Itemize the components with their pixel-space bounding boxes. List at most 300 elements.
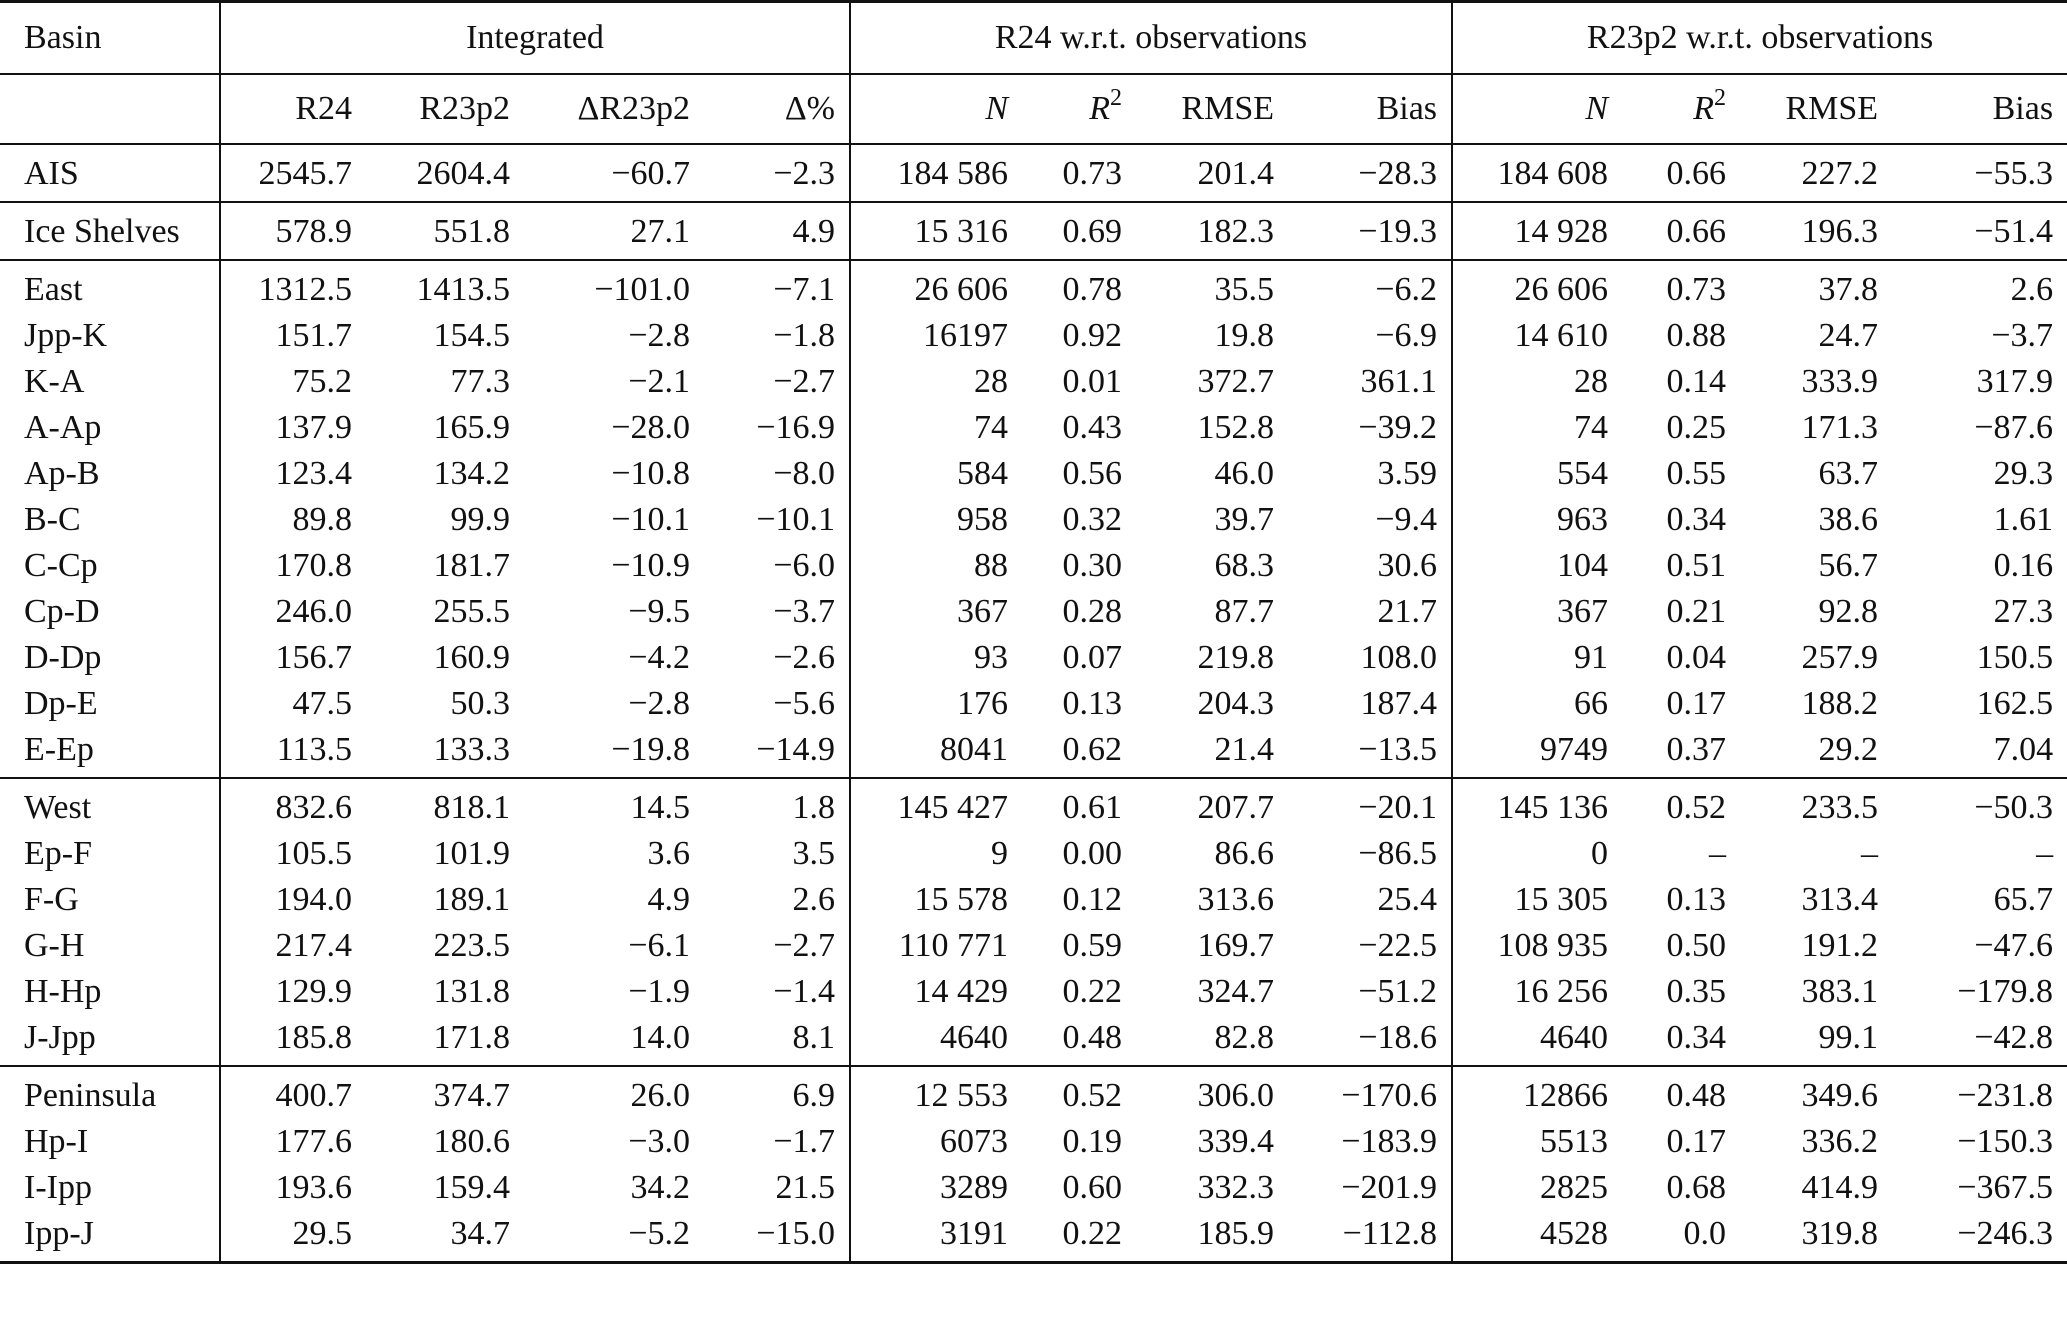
- table-row: [0, 497, 2067, 543]
- cell-r24-bias: −18.6: [1358, 1019, 1438, 1056]
- cell-r23-n: 14 928: [1452, 202, 1622, 260]
- cell-r23p2: 2604.4: [366, 144, 524, 202]
- cell-r24-rmse: 332.3: [1197, 1169, 1274, 1206]
- cell-r23-rmse: 188.2: [1801, 685, 1879, 722]
- cell-r24-bias: −22.5: [1358, 927, 1438, 964]
- cell-r24: 2545.7: [220, 144, 366, 202]
- basin-name-cell: Cp-D: [24, 593, 100, 630]
- cell-delta-percent: −2.7: [773, 363, 835, 400]
- cell-delta-percent: −3.7: [773, 593, 835, 630]
- cell-r23-n: 74: [1452, 405, 1622, 451]
- cell-r24: 1312.5: [220, 260, 366, 313]
- cell-r23-r2: 0.48: [1622, 1066, 1740, 1119]
- cell-r23p2: 101.9: [433, 835, 510, 872]
- cell-r24-rmse: 219.8: [1197, 639, 1274, 676]
- cell-r23-r2: 0.52: [1622, 778, 1740, 831]
- cell-r24-r2: 0.69: [1022, 202, 1136, 260]
- cell-r23-r2: 0.51: [1666, 547, 1727, 584]
- cell-r24-n: 8041: [850, 727, 1022, 778]
- cell-r23p2: 154.5: [433, 317, 510, 354]
- basin-name-cell: G-H: [24, 927, 85, 964]
- cell-delta-percent: −14.9: [756, 731, 835, 768]
- cell-r23-bias: 65.7: [1993, 881, 2054, 918]
- cell-r24-n: 12 553: [850, 1066, 1022, 1119]
- cell-r24: 137.9: [220, 405, 366, 451]
- basin-name-cell: D-Dp: [24, 639, 102, 676]
- cell-r24-r2: 0.60: [1062, 1169, 1122, 1206]
- cell-r24-n: 110 771: [850, 923, 1022, 969]
- col-header-delta-r23p2: ΔR23p2: [577, 90, 690, 127]
- cell-r23-rmse: 313.4: [1801, 881, 1879, 918]
- cell-r24-bias: 25.4: [1377, 881, 1438, 918]
- cell-delta-r23p2: 14.5: [524, 778, 704, 831]
- cell-r24: 185.8: [220, 1015, 366, 1066]
- basin-name-cell: Jpp-K: [24, 317, 108, 354]
- cell-r23-r2: 0.17: [1666, 685, 1727, 722]
- cell-r24-rmse: 82.8: [1214, 1019, 1274, 1056]
- cell-r23-n: 26 606: [1452, 260, 1622, 313]
- cell-r23-bias: −246.3: [1892, 1211, 2067, 1263]
- cell-r24-r2: 0.59: [1062, 927, 1122, 964]
- cell-r24: 47.5: [220, 681, 366, 727]
- col-header-delta-percent: Δ%: [784, 90, 835, 127]
- cell-r23-rmse: 227.2: [1740, 144, 1892, 202]
- cell-r23-r2: 0.34: [1666, 501, 1727, 538]
- cell-r24-rmse: 182.3: [1136, 202, 1288, 260]
- basin-header: Basin: [0, 2, 220, 75]
- cell-delta-percent: −7.1: [704, 260, 850, 313]
- cell-r24-r2: 0.22: [1022, 1211, 1136, 1263]
- table-row: [0, 923, 2067, 969]
- cell-delta-r23p2: 4.9: [647, 881, 690, 918]
- cell-r23-bias: −179.8: [1957, 973, 2054, 1010]
- cell-r23-r2: 0.25: [1666, 409, 1727, 446]
- cell-r24-n: 584: [850, 451, 1022, 497]
- table-row: [0, 1119, 2067, 1165]
- cell-r24-rmse: 87.7: [1214, 593, 1274, 630]
- table-row: [0, 589, 2067, 635]
- cell-delta-r23p2: −2.8: [628, 685, 690, 722]
- cell-r23-r2: 0.14: [1666, 363, 1727, 400]
- cell-r24-bias: −28.3: [1288, 144, 1452, 202]
- cell-r24: 105.5: [220, 831, 366, 877]
- cell-r24-r2: 0.28: [1062, 593, 1122, 630]
- cell-r23-bias: 0.16: [1993, 547, 2054, 584]
- cell-r23-bias: 162.5: [1976, 685, 2054, 722]
- cell-r24-r2: 0.32: [1062, 501, 1122, 538]
- table-row: [0, 543, 2067, 589]
- table-row: [0, 1165, 2067, 1211]
- cell-r23p2: 99.9: [450, 501, 510, 538]
- cell-r24-rmse: 339.4: [1197, 1123, 1274, 1160]
- cell-r23-rmse: 56.7: [1818, 547, 1879, 584]
- header-row-columns: [0, 74, 2067, 144]
- cell-r23-bias: −51.4: [1892, 202, 2067, 260]
- cell-r24-n: 28: [850, 359, 1022, 405]
- cell-r23-bias: 317.9: [1976, 363, 2054, 400]
- cell-r24: 193.6: [220, 1165, 366, 1211]
- cell-r24-rmse: 201.4: [1136, 144, 1288, 202]
- cell-r24-r2: 0.56: [1062, 455, 1122, 492]
- cell-r24-n: 367: [850, 589, 1022, 635]
- basin-name-cell: Ap-B: [24, 455, 100, 492]
- cell-r24-bias: −51.2: [1358, 973, 1438, 1010]
- cell-r24-bias: −13.5: [1358, 731, 1438, 768]
- cell-r23p2: 131.8: [433, 973, 510, 1010]
- cell-r23-rmse: 233.5: [1740, 778, 1892, 831]
- cell-delta-percent: −2.6: [773, 639, 835, 676]
- cell-r23p2: 181.7: [433, 547, 510, 584]
- cell-r23-bias: −150.3: [1957, 1123, 2054, 1160]
- table-row: [0, 969, 2067, 1015]
- cell-r23-bias: −3.7: [1991, 317, 2054, 354]
- cell-r24-bias: −170.6: [1288, 1066, 1452, 1119]
- basin-name-cell: J-Jpp: [24, 1019, 96, 1056]
- cell-r23p2: 133.3: [433, 731, 510, 768]
- col-header-r24: R24: [220, 74, 366, 144]
- basin-name-cell: H-Hp: [24, 973, 102, 1010]
- table-row: [0, 727, 2067, 778]
- cell-r24-r2: 0.22: [1062, 973, 1122, 1010]
- cell-r23-bias: −42.8: [1974, 1019, 2054, 1056]
- cell-delta-percent: −2.3: [704, 144, 850, 202]
- cell-delta-r23p2: −2.1: [628, 363, 690, 400]
- basin-name-cell: Hp-I: [24, 1123, 89, 1160]
- cell-r24: 29.5: [220, 1211, 366, 1263]
- cell-r24-r2: 0.07: [1062, 639, 1122, 676]
- cell-delta-r23p2: −10.1: [611, 501, 690, 538]
- cell-r24-bias: −183.9: [1341, 1123, 1438, 1160]
- cell-r24-bias: −9.4: [1375, 501, 1438, 538]
- table-body: [0, 144, 2067, 1263]
- cell-r24-r2: 0.73: [1022, 144, 1136, 202]
- cell-r24-bias: 30.6: [1377, 547, 1438, 584]
- cell-r23-rmse: 99.1: [1818, 1019, 1879, 1056]
- cell-r23-n: 91: [1452, 635, 1622, 681]
- cell-r24-n: 184 586: [850, 144, 1022, 202]
- cell-r23-bias: −47.6: [1974, 927, 2054, 964]
- cell-r23p2: 77.3: [450, 363, 510, 400]
- cell-r23-n: 108 935: [1452, 923, 1622, 969]
- cell-r23p2: 189.1: [433, 881, 510, 918]
- cell-r23-rmse: 63.7: [1818, 455, 1879, 492]
- cell-r24: 129.9: [220, 969, 366, 1015]
- cell-r23-rmse: 349.6: [1740, 1066, 1892, 1119]
- cell-r23-n: 0: [1452, 831, 1622, 877]
- cell-r24: 578.9: [220, 202, 366, 260]
- cell-delta-percent: 21.5: [775, 1169, 835, 1206]
- cell-r23p2: 374.7: [366, 1066, 524, 1119]
- cell-r23-n: 554: [1452, 451, 1622, 497]
- cell-delta-percent: 8.1: [792, 1019, 835, 1056]
- cell-delta-percent: −15.0: [704, 1211, 850, 1263]
- cell-r24-n: 3191: [850, 1211, 1022, 1263]
- cell-r24-n: 9: [850, 831, 1022, 877]
- cell-r23-r2: 0.55: [1666, 455, 1727, 492]
- table-row: [0, 144, 2067, 202]
- cell-delta-r23p2: −10.8: [611, 455, 690, 492]
- cell-r24-rmse: 306.0: [1136, 1066, 1288, 1119]
- cell-delta-r23p2: −10.9: [611, 547, 690, 584]
- col-header-r24-bias: Bias: [1376, 90, 1438, 127]
- cell-r24: 156.7: [220, 635, 366, 681]
- cell-delta-percent: −8.0: [773, 455, 835, 492]
- cell-r23-rmse: 92.8: [1818, 593, 1879, 630]
- cell-r23p2: 223.5: [433, 927, 510, 964]
- cell-r24-r2: 0.92: [1062, 317, 1122, 354]
- cell-r23-rmse: 29.2: [1818, 731, 1879, 768]
- cell-r23-r2: 0.73: [1622, 260, 1740, 313]
- cell-delta-r23p2: −5.2: [524, 1211, 704, 1263]
- cell-r24: 177.6: [220, 1119, 366, 1165]
- cell-r24-r2: 0.43: [1062, 409, 1122, 446]
- cell-r24-n: 958: [850, 497, 1022, 543]
- cell-r23-bias: −50.3: [1892, 778, 2067, 831]
- cell-r23-rmse: 319.8: [1740, 1211, 1892, 1263]
- cell-delta-percent: −1.4: [773, 973, 835, 1010]
- cell-r23-bias: –: [2036, 835, 2054, 872]
- table-row: [0, 635, 2067, 681]
- cell-r24-rmse: 46.0: [1214, 455, 1274, 492]
- cell-delta-percent: 2.6: [792, 881, 835, 918]
- table-row: [0, 1015, 2067, 1066]
- cell-delta-percent: 6.9: [704, 1066, 850, 1119]
- basin-name-cell: East: [0, 260, 220, 313]
- cell-r23-rmse: 38.6: [1818, 501, 1879, 538]
- cell-r23-r2: 0.37: [1666, 731, 1727, 768]
- table-row: [0, 451, 2067, 497]
- cell-r24: 400.7: [220, 1066, 366, 1119]
- cell-r23-n: 367: [1452, 589, 1622, 635]
- cell-r24-rmse: 21.4: [1214, 731, 1274, 768]
- cell-r24-n: 26 606: [850, 260, 1022, 313]
- cell-r24-r2: 0.12: [1062, 881, 1122, 918]
- cell-r23-n: 28: [1452, 359, 1622, 405]
- cell-r23-n: 12866: [1452, 1066, 1622, 1119]
- table-row: [0, 1066, 2067, 1119]
- cell-r23-n: 4640: [1452, 1015, 1622, 1066]
- cell-r23p2: 255.5: [433, 593, 510, 630]
- cell-r23-rmse: 383.1: [1801, 973, 1879, 1010]
- basin-name-cell: Ipp-J: [0, 1211, 220, 1263]
- cell-r23-r2: 0.0: [1622, 1211, 1740, 1263]
- cell-r24-rmse: 19.8: [1214, 317, 1274, 354]
- cell-r24: 832.6: [220, 778, 366, 831]
- cell-r23-n: 963: [1452, 497, 1622, 543]
- cell-delta-r23p2: −19.8: [611, 731, 690, 768]
- cell-r24-rmse: 86.6: [1214, 835, 1274, 872]
- basin-name-cell: B-C: [24, 501, 81, 538]
- cell-r24-r2: 0.62: [1062, 731, 1122, 768]
- basin-name-cell: West: [0, 778, 220, 831]
- cell-r23-bias: −367.5: [1957, 1169, 2054, 1206]
- cell-r24-n: 3289: [850, 1165, 1022, 1211]
- cell-r23p2: 165.9: [433, 409, 510, 446]
- basin-name-cell: I-Ipp: [24, 1169, 92, 1206]
- cell-r23-r2: 0.21: [1666, 593, 1727, 630]
- cell-r24-r2: 0.30: [1062, 547, 1122, 584]
- cell-delta-r23p2: −28.0: [611, 409, 690, 446]
- cell-r24-rmse: 313.6: [1197, 881, 1274, 918]
- cell-r24-bias: −19.3: [1288, 202, 1452, 260]
- cell-r23p2: 180.6: [433, 1123, 510, 1160]
- cell-r23p2: 50.3: [450, 685, 510, 722]
- cell-r24: 246.0: [220, 589, 366, 635]
- cell-delta-percent: −6.0: [773, 547, 835, 584]
- col-header-r24-rmse: RMSE: [1181, 90, 1274, 127]
- cell-r23-n: 104: [1452, 543, 1622, 589]
- r23-obs-header: R23p2 w.r.t. observations: [1452, 2, 2067, 75]
- cell-delta-r23p2: −4.2: [628, 639, 690, 676]
- cell-r24-r2: 0.48: [1062, 1019, 1122, 1056]
- table-row: [0, 1211, 2067, 1263]
- cell-delta-r23p2: 27.1: [524, 202, 704, 260]
- cell-delta-r23p2: −2.8: [628, 317, 690, 354]
- cell-r24-bias: −20.1: [1288, 778, 1452, 831]
- table-row: [0, 778, 2067, 831]
- cell-r24-rmse: 185.9: [1136, 1211, 1288, 1263]
- cell-delta-r23p2: 3.6: [647, 835, 690, 872]
- cell-r23-bias: 150.5: [1976, 639, 2054, 676]
- cell-r24-r2: 0.78: [1022, 260, 1136, 313]
- cell-r24: 113.5: [220, 727, 366, 778]
- cell-r24-r2: 0.52: [1022, 1066, 1136, 1119]
- cell-r24-r2: 0.19: [1062, 1123, 1122, 1160]
- cell-delta-r23p2: −1.9: [628, 973, 690, 1010]
- cell-r24-n: 4640: [850, 1015, 1022, 1066]
- cell-r24-bias: −6.9: [1375, 317, 1438, 354]
- cell-r24-rmse: 35.5: [1136, 260, 1288, 313]
- cell-delta-r23p2: 34.2: [630, 1169, 690, 1206]
- col-header-r23-bias: Bias: [1992, 90, 2054, 127]
- cell-r23-rmse: 336.2: [1801, 1123, 1879, 1160]
- cell-delta-percent: −10.1: [756, 501, 835, 538]
- table-row: [0, 359, 2067, 405]
- cell-r23-n: 9749: [1452, 727, 1622, 778]
- cell-r23-bias: 27.3: [1993, 593, 2054, 630]
- cell-r23-r2: 0.66: [1622, 144, 1740, 202]
- cell-r23-bias: −231.8: [1892, 1066, 2067, 1119]
- cell-r23-bias: 1.61: [1993, 501, 2054, 538]
- integrated-header: Integrated: [220, 2, 850, 75]
- cell-r23p2: 818.1: [366, 778, 524, 831]
- cell-delta-r23p2: 26.0: [524, 1066, 704, 1119]
- cell-r24-bias: −201.9: [1341, 1169, 1438, 1206]
- cell-r24-bias: 108.0: [1360, 639, 1438, 676]
- cell-r24-bias: 3.59: [1377, 455, 1438, 492]
- cell-delta-percent: −1.7: [773, 1123, 835, 1160]
- cell-r23p2: 1413.5: [366, 260, 524, 313]
- r2-symbol: R: [1693, 90, 1715, 127]
- basin-name-cell: C-Cp: [24, 547, 98, 584]
- cell-r23-r2: 0.04: [1666, 639, 1727, 676]
- cell-r23-n: 145 136: [1452, 778, 1622, 831]
- table-row: [0, 681, 2067, 727]
- cell-r23p2: 159.4: [433, 1169, 510, 1206]
- cell-r23-r2: 0.88: [1666, 317, 1727, 354]
- col-header-r23-n: N: [1452, 74, 1622, 144]
- cell-r24-bias: 187.4: [1360, 685, 1438, 722]
- table-row: [0, 313, 2067, 359]
- col-header-r24-n: N: [850, 74, 1022, 144]
- basin-name-cell: Ep-F: [24, 835, 92, 872]
- cell-r24-bias: 21.7: [1377, 593, 1438, 630]
- col-header-r23p2: R23p2: [419, 90, 510, 127]
- cell-delta-r23p2: −101.0: [524, 260, 704, 313]
- cell-r23-r2: 0.13: [1666, 881, 1727, 918]
- cell-r24: 89.8: [220, 497, 366, 543]
- cell-r24-bias: −39.2: [1358, 409, 1438, 446]
- cell-delta-percent: 1.8: [704, 778, 850, 831]
- cell-delta-percent: −5.6: [773, 685, 835, 722]
- cell-r24-n: 88: [850, 543, 1022, 589]
- cell-r23-r2: 0.35: [1666, 973, 1727, 1010]
- col-header-r23-r2: [1622, 74, 1740, 144]
- cell-r24-r2: 0.00: [1062, 835, 1122, 872]
- basin-name-cell: A-Ap: [24, 409, 102, 446]
- cell-r24-bias: −112.8: [1288, 1211, 1452, 1263]
- cell-r24-bias: −86.5: [1358, 835, 1438, 872]
- cell-r24-r2: 0.01: [1062, 363, 1122, 400]
- r2-superscript: 2: [1714, 85, 1727, 111]
- cell-r23p2: 34.7: [366, 1211, 524, 1263]
- cell-r24-r2: 0.13: [1062, 685, 1122, 722]
- cell-r23-rmse: 257.9: [1801, 639, 1879, 676]
- cell-r24-n: 15 578: [850, 877, 1022, 923]
- cell-r24-bias: 361.1: [1360, 363, 1438, 400]
- cell-r24: 170.8: [220, 543, 366, 589]
- basin-name-cell: K-A: [24, 363, 85, 400]
- cell-delta-percent: −2.7: [773, 927, 835, 964]
- cell-delta-percent: −16.9: [756, 409, 835, 446]
- cell-delta-percent: 4.9: [704, 202, 850, 260]
- cell-r23-n: 5513: [1452, 1119, 1622, 1165]
- table-row: [0, 877, 2067, 923]
- cell-r23-n: 2825: [1452, 1165, 1622, 1211]
- cell-r24-rmse: 372.7: [1197, 363, 1274, 400]
- basin-name-cell: Dp-E: [24, 685, 98, 722]
- cell-r23-bias: −55.3: [1892, 144, 2067, 202]
- cell-r24-n: 6073: [850, 1119, 1022, 1165]
- cell-r24: 217.4: [220, 923, 366, 969]
- cell-r24: 75.2: [220, 359, 366, 405]
- cell-delta-r23p2: −3.0: [628, 1123, 690, 1160]
- cell-r24-rmse: 207.7: [1136, 778, 1288, 831]
- cell-r23-bias: −87.6: [1974, 409, 2054, 446]
- r2-symbol: R: [1089, 90, 1110, 127]
- header-row-groups: [0, 2, 2067, 75]
- cell-r23-rmse: 191.2: [1801, 927, 1879, 964]
- cell-delta-r23p2: 14.0: [630, 1019, 690, 1056]
- cell-r23-rmse: 414.9: [1801, 1169, 1879, 1206]
- cell-r24-rmse: 204.3: [1197, 685, 1274, 722]
- cell-r23-n: 14 610: [1452, 313, 1622, 359]
- cell-delta-percent: 3.5: [792, 835, 835, 872]
- table-row: [0, 202, 2067, 260]
- cell-r23-n: 16 256: [1452, 969, 1622, 1015]
- cell-r23-rmse: 171.3: [1801, 409, 1879, 446]
- cell-r23-r2: 0.50: [1666, 927, 1727, 964]
- col-header-r23-rmse: RMSE: [1785, 90, 1879, 127]
- cell-r23-rmse: 196.3: [1740, 202, 1892, 260]
- r2-superscript: 2: [1110, 85, 1122, 111]
- cell-delta-r23p2: −6.1: [628, 927, 690, 964]
- cell-delta-r23p2: −9.5: [628, 593, 690, 630]
- cell-r24-bias: −6.2: [1288, 260, 1452, 313]
- cell-r23p2: 134.2: [433, 455, 510, 492]
- cell-r23-bias: 2.6: [1892, 260, 2067, 313]
- cell-r23p2: 171.8: [433, 1019, 510, 1056]
